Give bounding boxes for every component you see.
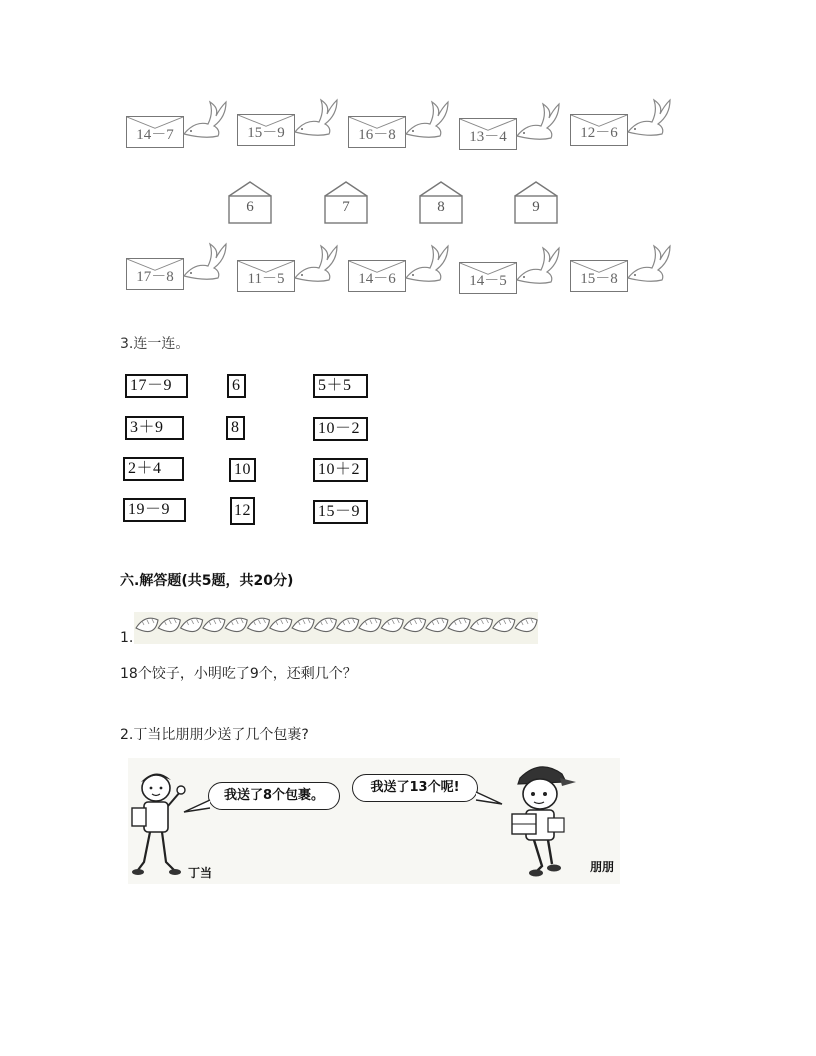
envelope-card	[126, 116, 184, 148]
dumpling-icon	[493, 618, 515, 631]
house-number: 6	[246, 199, 254, 215]
speech-tail-left	[182, 798, 212, 814]
dumpling-icon	[471, 618, 493, 631]
envelope-expression: 12－6	[580, 125, 618, 141]
match-middle-box: 8	[226, 416, 245, 440]
dumpling-icon	[136, 618, 158, 631]
house-card	[228, 180, 272, 224]
match-middle-box: 6	[227, 374, 246, 398]
house-card	[324, 180, 368, 224]
dumpling-icon	[381, 618, 403, 631]
envelope-card	[348, 116, 406, 148]
name-dingdang: 丁当	[188, 866, 213, 880]
dove-icon	[404, 98, 450, 142]
boy-with-parcels-illustration	[506, 760, 580, 882]
envelope-expression: 13－4	[469, 129, 507, 145]
match-right-box: 10－2	[313, 417, 368, 441]
envelope-card	[459, 262, 517, 294]
exercise-3-title: 3.连一连。	[120, 336, 190, 352]
dumpling-icon	[158, 618, 180, 631]
girl-with-parcel-illustration	[128, 766, 188, 884]
envelope-card	[459, 118, 517, 150]
speech-tail-right	[474, 790, 504, 806]
envelope-expression: 17－8	[136, 269, 174, 285]
dumpling-icon	[248, 618, 270, 631]
speech-bubble-right: 我送了13个呢!	[352, 774, 478, 802]
match-middle-box: 12	[230, 497, 255, 525]
dumpling-icon	[225, 618, 247, 631]
dove-icon	[404, 242, 450, 286]
name-pengpeng: 朋朋	[590, 860, 615, 874]
dumpling-row	[134, 612, 538, 644]
match-right-box: 10＋2	[313, 458, 368, 482]
envelope-expression: 15－9	[247, 125, 285, 141]
envelope-card	[237, 114, 295, 146]
dove-icon	[293, 242, 339, 286]
envelope-expression: 14－7	[136, 127, 174, 143]
match-middle-box: 10	[229, 458, 256, 482]
dove-icon	[293, 96, 339, 140]
dumpling-icon	[426, 618, 448, 631]
speech-bubble-left: 我送了8个包裹。	[208, 782, 340, 810]
match-left-box: 17－9	[125, 374, 188, 398]
dumpling-icon	[292, 618, 314, 631]
question-1-number: 1.	[120, 630, 134, 646]
section-heading: 六.解答题(共5题，共20分)	[120, 573, 294, 589]
dove-icon	[182, 98, 228, 142]
envelope-expression: 11－5	[247, 271, 285, 287]
envelope-expression: 15－8	[580, 271, 618, 287]
dove-icon	[515, 244, 561, 288]
dove-icon	[626, 96, 672, 140]
dumpling-icon	[203, 618, 225, 631]
envelope-card	[348, 260, 406, 292]
envelope-card	[126, 258, 184, 290]
envelope-card	[570, 260, 628, 292]
dove-icon	[182, 240, 228, 284]
question-2-text: 2.丁当比朋朋少送了几个包裹?	[120, 727, 309, 743]
question-1-text: 18个饺子，小明吃了9个，还剩几个？	[120, 666, 357, 682]
house-number: 7	[342, 199, 350, 215]
house-card	[514, 180, 558, 224]
dumpling-icon	[404, 618, 426, 631]
dumpling-row-illustration	[134, 612, 538, 644]
dumpling-icon	[359, 618, 381, 631]
dumpling-icon	[515, 618, 537, 631]
dumpling-icon	[270, 618, 292, 631]
delivery-illustration	[128, 758, 620, 884]
house-number: 9	[532, 199, 540, 215]
envelope-exercise	[0, 0, 816, 310]
match-right-box: 5＋5	[313, 374, 368, 398]
match-left-box: 3＋9	[125, 416, 184, 440]
dumpling-icon	[337, 618, 359, 631]
dumpling-icon	[314, 618, 336, 631]
dove-icon	[626, 242, 672, 286]
dumpling-icon	[181, 618, 203, 631]
match-left-box: 19－9	[123, 498, 186, 522]
envelope-expression: 14－5	[469, 273, 507, 289]
house-number: 8	[437, 199, 445, 215]
dove-icon	[515, 100, 561, 144]
envelope-card	[237, 260, 295, 292]
house-card	[419, 180, 463, 224]
envelope-expression: 16－8	[358, 127, 396, 143]
match-left-box: 2＋4	[123, 457, 184, 481]
envelope-card	[570, 114, 628, 146]
dumpling-icon	[448, 618, 470, 631]
envelope-expression: 14－6	[358, 271, 396, 287]
match-right-box: 15－9	[313, 500, 368, 524]
